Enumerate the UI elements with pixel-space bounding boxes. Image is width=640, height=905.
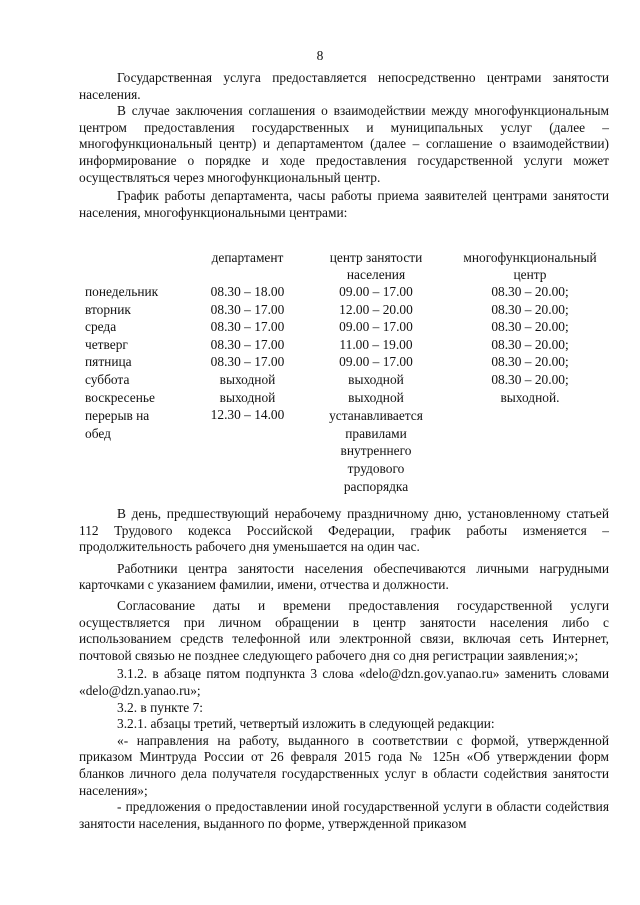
day-label: перерыв на обед (85, 408, 150, 441)
schedule-cell: 09.00 – 17.00 (339, 354, 413, 370)
schedule-cell: 12.30 – 14.00 (210, 407, 285, 423)
schedule-mfc-column (450, 250, 610, 407)
intro-block (79, 70, 609, 221)
schedule-cell: выходной (219, 389, 276, 405)
schedule-center-column (321, 250, 431, 495)
schedule-cell: 08.30 – 20.00; (491, 301, 569, 317)
schedule-table (85, 250, 610, 495)
paragraph: 3.2.1. абзацы третий, четвертый изложить в следующей редакции: (117, 716, 495, 732)
paragraph: Работники центра занятости населения обеспечиваются личными нагрудными карточками с указанием фамилии, имени, отчества и должности. (79, 560, 609, 593)
day-label: среда (85, 319, 117, 335)
schedule-cell: 08.30 – 17.00 (210, 336, 285, 352)
paragraph: «- направления на работу, выданного в соответствии с формой, утвержденной приказом Минтруда России от 26 февраля 2015 года № 125н «Об утверждении форм бланков личного дела получателя государственных услуг в области содействия занятости населения»; (79, 732, 609, 798)
paragraph: 3.1.2. в абзаце пятом подпункта 3 слова «delo@dzn.gov.yanao.ru» заменить словами «delo@dzn.yanao.ru»; (79, 666, 609, 698)
schedule-cell: 12.00 – 20.00 (339, 301, 413, 317)
day-label: пятница (85, 354, 132, 370)
schedule-cell: выходной (348, 389, 404, 405)
column-header: многофункциональный центр (463, 250, 597, 282)
schedule-cell: 08.30 – 17.00 (210, 319, 285, 335)
day-label: понедельник (85, 284, 159, 299)
paragraph: В случае заключения соглашения о взаимодействии между многофункциональным центром предоставления государственных и муниципальных услуг (далее – многофункциональный центр) и департаментом (далее – соглашение о взаимодействии) информирование о порядке и ходе предоставления государственной услуги может осуществляться через многофункциональный центр. (79, 103, 609, 185)
schedule-cell: 08.30 – 20.00; (491, 284, 569, 299)
page-number: 8 (316, 48, 324, 63)
paragraph: В день, предшествующий нерабочему праздничному дню, установленному статьей 112 Трудового кодекса Российской Федерации, график работы изменяется – продолжительность рабочего дня уменьшается на один час. (79, 506, 609, 555)
schedule-cell: выходной (219, 371, 276, 387)
schedule-cell: 09.00 – 17.00 (339, 319, 413, 335)
schedule-department-column (195, 250, 300, 425)
schedule-cell: 11.00 – 19.00 (339, 336, 413, 352)
schedule-cell: выходной (348, 371, 404, 387)
schedule-cell: 09.00 – 17.00 (339, 284, 413, 299)
day-label: суббота (85, 371, 130, 387)
schedule-cell: устанавливается правилами внутреннего трудового распорядка (329, 408, 423, 494)
column-header: центр занятости населения (329, 250, 423, 282)
day-label: четверг (85, 336, 128, 352)
schedule-cell: выходной. (500, 389, 560, 405)
paragraph: 3.2. в пункте 7: (117, 699, 204, 715)
schedule-cell: 08.30 – 17.00 (210, 354, 285, 370)
schedule-days-column (85, 250, 195, 442)
paragraph: - предложения о предоставлении иной государственной услуги в области содействия занятости населения, выданного по форме, утвержденной приказом (79, 799, 609, 831)
body-block (79, 506, 609, 832)
column-header: департамент (211, 250, 284, 265)
schedule-cell: 08.30 – 20.00; (491, 319, 569, 335)
paragraph: Согласование даты и времени предоставления государственной услуги осуществляется при личном обращении в центр занятости населения либо с использованием средств телефонной или электронной связи, включая сеть Интернет, почтовой связью не позднее следующего рабочего дня со дня регистрации заявления;»; (79, 597, 609, 663)
day-label: воскресенье (85, 389, 155, 405)
schedule-cell: 08.30 – 17.00 (210, 301, 285, 317)
paragraph: Государственная услуга предоставляется непосредственно центрами занятости населения. (79, 70, 609, 102)
schedule-cell: 08.30 – 20.00; (491, 354, 569, 370)
schedule-cell: 08.30 – 20.00; (491, 371, 569, 387)
day-label: вторник (85, 301, 131, 317)
paragraph: График работы департамента, часы работы приема заявителей центрами занятости населения, многофункциональными центрами: (79, 188, 609, 220)
schedule-cell: 08.30 – 20.00; (491, 336, 569, 352)
schedule-cell: 08.30 – 18.00 (210, 284, 285, 299)
